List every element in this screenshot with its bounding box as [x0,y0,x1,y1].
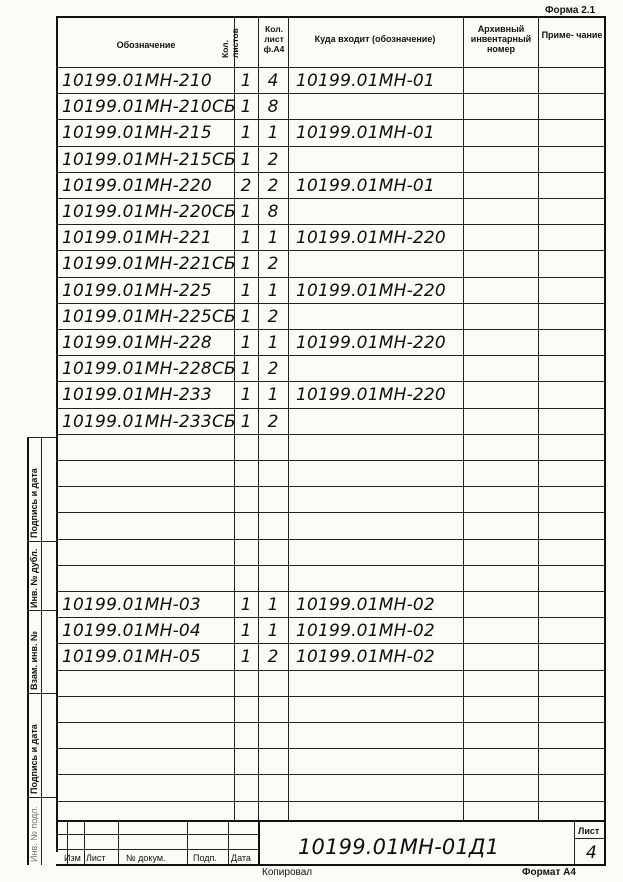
row-used-in: 10199.01МН-220 [296,385,446,405]
row-designation: 10199.01МН-05 [62,647,201,667]
col-line-3 [288,16,289,820]
side-div-4 [27,797,57,798]
row-designation: 10199.01МН-220СБ [62,202,236,222]
row-sheet-count: 1 [240,71,252,91]
col-line-2 [258,16,259,820]
tb-podp-label: Подп. [193,853,217,863]
row-sheet-count-a4: 1 [267,228,279,248]
row-used-in: 10199.01МН-01 [296,123,435,143]
row-divider [56,722,604,723]
row-divider [56,198,604,199]
row-sheet-count-a4: 2 [267,412,279,432]
form-label: Форма 2.1 [545,5,596,16]
row-used-in: 10199.01МН-220 [296,333,446,353]
row-sheet-count-a4: 2 [267,307,279,327]
footer-format: Формат А4 [522,867,576,878]
header-archive-number: Архивный инвентарный номер [470,24,532,54]
row-used-in: 10199.01МН-01 [296,176,435,196]
tb-v3 [118,820,119,864]
row-sheet-count-a4: 4 [267,71,279,91]
row-divider [56,486,604,487]
side-label-signature-top: Подпись и дата [29,468,39,538]
header-sheet-count-a4: Кол. лист ф.А4 [263,24,285,54]
row-designation: 10199.01МН-221 [62,228,212,248]
row-divider [56,355,604,356]
row-used-in: 10199.01МН-01 [296,71,435,91]
row-sheet-count-a4: 1 [267,333,279,353]
side-label-signature-bottom: Подпись и дата [29,724,39,794]
tb-v6 [258,820,260,864]
row-used-in: 10199.01МН-02 [296,595,435,615]
row-sheet-count: 1 [240,254,252,274]
tb-doc-code: 10199.01МН-01Д1 [298,835,500,859]
row-sheet-count: 1 [240,621,252,641]
header-sheet-count: Кол. листов [220,28,240,58]
row-sheet-count-a4: 2 [267,647,279,667]
tb-sheet-number: 4 [586,843,598,863]
row-divider [56,172,604,173]
tb-v7 [574,820,575,864]
row-divider [56,565,604,566]
row-sheet-count-a4: 8 [267,202,279,222]
row-divider [56,774,604,775]
row-designation: 10199.01МН-215 [62,123,212,143]
side-label-inv-podl: Инв. № подл. [29,805,39,862]
row-used-in: 10199.01МН-220 [296,228,446,248]
frame-top [56,16,606,18]
row-sheet-count: 1 [240,123,252,143]
row-sheet-count: 1 [240,412,252,432]
row-divider [56,801,604,802]
row-designation: 10199.01МН-04 [62,621,201,641]
row-sheet-count: 1 [240,385,252,405]
row-designation: 10199.01МН-210СБ [62,97,236,117]
row-designation: 10199.01МН-215СБ [62,150,236,170]
side-div-2 [27,610,57,611]
tb-h1 [56,834,258,835]
row-designation: 10199.01МН-225СБ [62,307,236,327]
row-designation: 10199.01МН-228СБ [62,359,236,379]
tb-v4 [187,820,188,864]
row-divider [56,250,604,251]
row-designation: 10199.01МН-221СБ [62,254,236,274]
tb-doc-no-label: № докум. [126,853,166,863]
row-sheet-count-a4: 1 [267,281,279,301]
row-designation: 10199.01МН-233СБ [62,412,236,432]
tb-h3 [574,838,604,839]
header-designation: Обозначение [116,40,176,50]
row-sheet-count: 1 [240,97,252,117]
row-sheet-count-a4: 1 [267,385,279,405]
row-used-in: 10199.01МН-220 [296,281,446,301]
row-divider [56,277,604,278]
tb-izm-label: Изм [64,853,81,863]
row-divider [56,146,604,147]
row-sheet-count-a4: 1 [267,621,279,641]
side-label-vzam-inv: Взам. инв. № [29,630,39,690]
side-div-1 [27,541,57,542]
row-divider [56,93,604,94]
row-sheet-count: 1 [240,359,252,379]
side-label-inv-dubl: Инв. № дубл. [29,548,39,608]
row-sheet-count-a4: 2 [267,254,279,274]
row-designation: 10199.01МН-210 [62,71,212,91]
row-sheet-count: 1 [240,647,252,667]
row-sheet-count: 1 [240,281,252,301]
tb-sheet-label: Лист [578,826,600,836]
row-sheet-count: 1 [240,333,252,353]
side-strip-middle [41,437,42,865]
row-used-in: 10199.01МН-02 [296,621,435,641]
row-sheet-count-a4: 2 [267,359,279,379]
tb-list-label: Лист [86,853,106,863]
row-divider [56,670,604,671]
row-divider [56,303,604,304]
row-designation: 10199.01МН-233 [62,385,212,405]
row-divider [56,408,604,409]
row-sheet-count: 1 [240,307,252,327]
header-used-in: Куда входит (обозначение) [314,34,436,44]
row-divider [56,539,604,540]
row-divider [56,381,604,382]
side-div-3 [27,693,57,694]
row-sheet-count: 1 [240,202,252,222]
tb-data-label: Дата [231,853,251,863]
row-divider [56,224,604,225]
row-sheet-count: 2 [240,176,252,196]
col-line-4 [463,16,464,820]
title-block-top [56,820,604,822]
row-designation: 10199.01МН-225 [62,281,212,301]
row-sheet-count: 1 [240,150,252,170]
row-sheet-count-a4: 2 [267,150,279,170]
row-sheet-count: 1 [240,595,252,615]
row-divider [56,329,604,330]
row-divider [56,460,604,461]
row-divider [56,512,604,513]
row-sheet-count-a4: 1 [267,123,279,143]
row-divider [56,643,604,644]
row-divider [56,119,604,120]
row-divider [56,696,604,697]
row-used-in: 10199.01МН-02 [296,647,435,667]
tb-v5 [228,820,229,864]
row-divider [56,617,604,618]
frame-right [604,16,606,866]
row-sheet-count-a4: 8 [267,97,279,117]
row-divider [56,434,604,435]
row-divider [56,748,604,749]
tb-h2 [56,849,258,850]
row-sheet-count-a4: 1 [267,595,279,615]
row-designation: 10199.01МН-03 [62,595,201,615]
header-note: Приме- чание [541,30,603,40]
footer-copied: Копировал [262,867,313,878]
col-line-5 [538,16,539,820]
header-bottom-line [56,67,604,68]
row-designation: 10199.01МН-228 [62,333,212,353]
frame-bottom [56,864,606,866]
row-divider [56,591,604,592]
row-designation: 10199.01МН-220 [62,176,212,196]
tb-v2 [84,820,85,864]
row-sheet-count-a4: 2 [267,176,279,196]
side-strip-top [27,437,57,438]
row-sheet-count: 1 [240,228,252,248]
